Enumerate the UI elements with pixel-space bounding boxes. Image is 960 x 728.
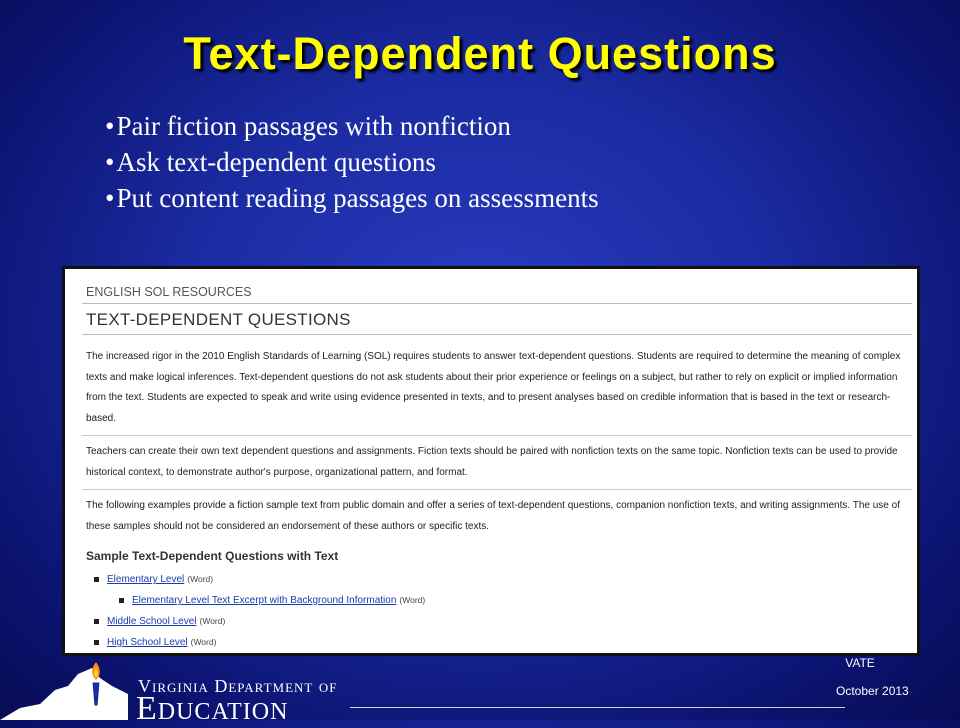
examples-paragraph: The following examples provide a fiction sample text from public domain and offer a series of text-dependent questions, companion nonfiction texts, and writing assignments. The use of these samples should not be considered an endorsement of these authors or specific texts. xyxy=(86,500,900,532)
square-bullet-icon xyxy=(119,598,124,603)
list-item xyxy=(82,611,912,632)
web-page-screenshot xyxy=(62,266,920,656)
bullet-dot: • xyxy=(105,147,115,177)
slide-title: Text-Dependent Questions xyxy=(183,28,777,79)
bullet-text: Put content reading passages on assessments xyxy=(116,183,599,213)
bullet-text: Ask text-dependent questions xyxy=(116,147,436,177)
list-item xyxy=(82,632,912,653)
middle-school-level-link[interactable]: Middle School Level xyxy=(107,616,197,627)
list-item xyxy=(82,569,912,590)
sample-links-list xyxy=(82,569,912,653)
bullet-item xyxy=(105,180,599,216)
bullet-text: Pair fiction passages with nonfiction xyxy=(116,111,511,141)
bullet-list xyxy=(105,108,599,216)
file-type-tag: (Word) xyxy=(187,574,214,584)
sample-heading: Sample Text-Dependent Questions with Text xyxy=(86,549,339,563)
logo-text-line1: Virginia Department of xyxy=(138,676,338,696)
list-item xyxy=(82,590,912,611)
square-bullet-icon xyxy=(94,577,99,582)
intro-paragraph: The increased rigor in the 2010 English Standards of Learning (SOL) requires students to answer text-dependent questions. Students are required to determine the meaning of complex texts and make logical inferences. Text-dependent questions do not ask students about their prior experience or feelings on a subject, but rather to rely on explicit or implied information from the text. Students are expected to speak and write using evidence presented in texts, and to present analyses based on credible information that is based in the text or research-based. xyxy=(86,351,901,424)
bullet-item xyxy=(105,108,599,144)
teachers-paragraph: Teachers can create their own text dependent questions and assignments. Fiction texts should be paired with nonfiction texts on the same topic. Nonfiction texts can be used to provide historical context, to demonstrate author's purpose, organizational pattern, and format. xyxy=(86,446,898,478)
file-type-tag: (Word) xyxy=(399,595,426,605)
file-type-tag: (Word) xyxy=(190,637,217,647)
bullet-item xyxy=(105,144,599,180)
divider xyxy=(82,435,912,436)
elementary-excerpt-link[interactable]: Elementary Level Text Excerpt with Background Information xyxy=(132,595,397,606)
page-heading: TEXT-DEPENDENT QUESTIONS xyxy=(82,304,912,335)
logo-text-line2: Education xyxy=(136,690,289,727)
square-bullet-icon xyxy=(94,619,99,624)
breadcrumb: ENGLISH SOL RESOURCES xyxy=(82,281,912,304)
footer-date: October 2013 xyxy=(836,684,909,698)
high-school-level-link[interactable]: High School Level xyxy=(107,637,188,648)
footer-org: VATE xyxy=(845,656,875,670)
file-type-tag: (Word) xyxy=(199,616,226,626)
elementary-level-link[interactable]: Elementary Level xyxy=(107,574,185,585)
divider xyxy=(82,489,912,490)
square-bullet-icon xyxy=(94,640,99,645)
bullet-dot: • xyxy=(105,111,115,141)
bullet-dot: • xyxy=(105,183,115,213)
footer-rule xyxy=(350,707,845,708)
